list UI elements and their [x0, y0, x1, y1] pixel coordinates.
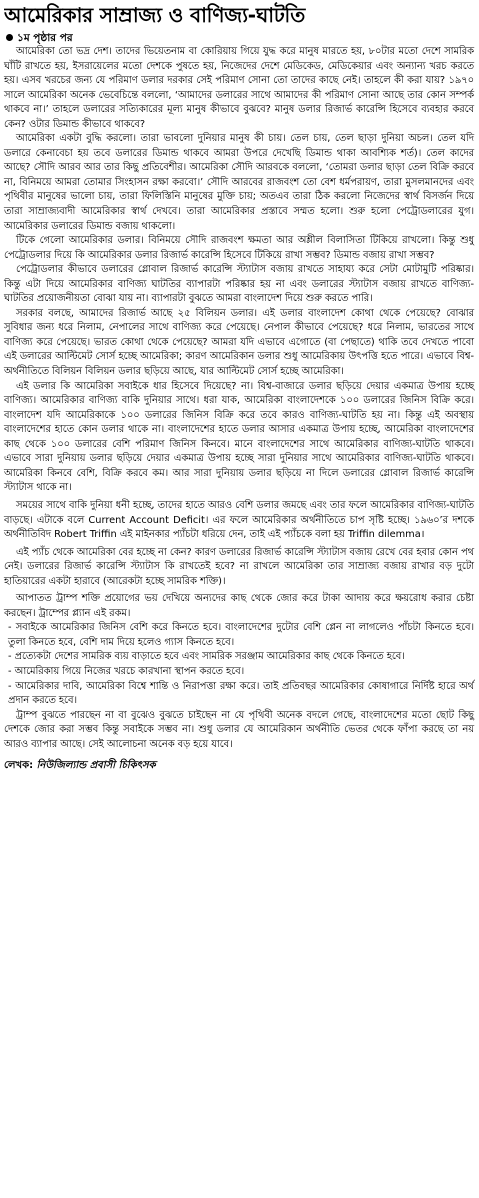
paragraph: টিকে গেলো আমেরিকার ডলার। বিনিময়ে সৌদি রাজবংশ ক্ষমতা আর অশ্লীল বিলাসিতা টিকিয়ে রাখলো। কিন্তু শুধু পেট্রোডলার দিয়ে কি আমেরিকার ডলার রিজার্ভ কারেন্সি হিসেবে টিকিয়ে রাখা সম্ভব? ডিমান্ড বজায় রাখা সম্ভব? — [4, 235, 474, 261]
byline-label: লেখক: — [4, 760, 34, 772]
paragraph: আপাতত ট্রাম্প শক্তি প্রয়োগের ভয় দেখিয়ে অন্যদের কাছ থেকে জোর করে টাকা আদায় করে ক্ষয়রোধ করার চেষ্টা করছেন। ট্রাম্পের প্ল্যান এই রকম। — [4, 593, 474, 619]
paragraph: পেট্রোডলার কীভাবে ডলারের গ্লোবাল রিজার্ভ কারেন্সি স্ট্যাটাস বজায় রাখতে সাহায্য করে সেটা মোটামুটি পরিষ্কার। কিন্তু এটা দিয়ে আমেরিকার বাণিজ্য ঘাটতির ব্যাপারটা পরিষ্কার হয় না এবং ডলারের স্ট্যাটাস বজায় রাখতে বাণিজ্য-ঘাটতির প্রয়োজনীয়তা বোঝা যায় না। ব্যাপারটা বুঝতে আমরা বাংলাদেশ দিয়ে শুরু করতে পারি। — [4, 264, 474, 305]
list-item: - আমেরিকায় গিয়ে নিজের খরচে কারখানা স্থাপন করতে হবে। — [8, 665, 245, 677]
continued-line — [4, 30, 474, 45]
list-item: - প্রত্যেকটা দেশের সামরিক ব্যয় বাড়াতে হবে এবং সামরিক সরঞ্জাম আমেরিকার কাছ থেকে কিনতে হবে। — [8, 651, 405, 663]
continued-from-label: ১ম পৃষ্ঠার পর — [17, 31, 73, 44]
paragraph: এই প্যাঁচ থেকে আমেরিকা বের হচ্ছে না কেন? কারণ ডলারের রিজার্ভ কারেন্সি স্ট্যাটাস বজায় রেখে বের হবার কোন পথ নেই। ডলারের রিজার্ভ কারেন্সি স্ট্যাটাস কি রাখতেই হবে? না রাখলে আমেরিকা তার সাম্রাজ্য বজায় রাখার বড় দুটো হাতিয়ারের একটা হারাবে (আরেকটা হচ্ছে সামরিক শক্তি)। — [4, 546, 474, 587]
list-item: - আমেরিকার দাবি, আমেরিকা বিশ্বে শান্তি ও নিরাপত্তা রক্ষা করে। তাই প্রতিবছর আমেরিকার কোষাগারে নির্দিষ্ট হারে অর্থ প্রদান করতে হবে। — [8, 680, 474, 707]
paragraph: আমেরিকা একটা বুদ্ধি করলো। তারা ভাবলো দুনিয়ার মানুষ কী চায়। তেল চায়, তেল ছাড়া দুনিয়া অচল। তেল যদি ডলারে কেনাবেচা হয় তবে ডলারের ডিমান্ড থাকবে আমরা উপরে দেখেছি ডিমান্ড থাকা আবশ্যিক শর্ত)। তেল কাদের আছে? সৌদি আরব আর তার কিছু প্রতিবেশীর। আমেরিকা সৌদি আরবকে বললো, ‘তোমরা ডলার ছাড়া তেল বিক্রি করবে না, বিনিময়ে আমরা তোমার সিংহাসন রক্ষা করবো।’ সৌদি আরবের রাজবংশ তো বেশ ধর্মপরায়ণ, তারা মুসলমানদের এবং পৃথিবীর মানুষের ভালো চায়, তারা ফিলিস্তিনি মানুষের মুক্তি চায়; অতএব তারা ঠিক করলো নিজেদের স্বার্থ বিসর্জন দিয়ে তারা সাম্রাজ্যবাদী আমেরিকার স্বার্থ দেখবে। তারা আমেরিকার প্রস্তাবে সম্মত হলো। শুরু হলো পেট্রোডলারের যুগ। আমেরিকার ডলারের ডিমান্ড বজায় থাকলো। — [4, 133, 474, 232]
list-item: - সবাইকে আমেরিকার জিনিস বেশি করে কিনতে হবে। বাংলাদেশের দুটোর বেশি প্লেন না লাগলেও পাঁচটা কিনতে হবে। তুলা কিনতে হবে, বেশি দাম দিয়ে হলেও গ্যাস কিনতে হবে। — [8, 622, 474, 648]
closing-paragraph: ট্রাম্প বুঝতে পারছেন না বা বুঝেও বুঝতে চাইছেন না যে পৃথিবী অনেক বদলে গেছে, বাংলাদেশের মতো ছোট কিছু দেশকে জোর করা সম্ভব কিন্তু সবাইকে সম্ভব না। শুধু ডলার যে আমেরিকান অর্থনীতি ভেতর থেকে ফাঁপা করছে তা নয় আরও ব্যাপার আছে। সেই আলোচনা অনেক বড় হয়ে যাবে। — [4, 709, 474, 750]
article-body — [4, 45, 474, 752]
article-headline: আমেরিকার সাম্রাজ্য ও বাণিজ্য-ঘাটতি — [4, 3, 306, 27]
byline-author: নিউজিল্যান্ড প্রবাসী চিকিৎসক — [36, 760, 156, 772]
byline — [4, 758, 474, 774]
paragraph: এই ডলার কি আমেরিকা সবাইকে ধার হিসেবে দিয়েছে? না। বিশ্ব-বাজারে ডলার ছড়িয়ে দেয়ার একমাত্র উপায় হচ্ছে বাণিজ্য। আমেরিকার বাণিজ্য বাকি দুনিয়ার সাথে। ধরা যাক, আমেরিকা বাংলাদেশকে ১০০ ডলারের জিনিস বিক্রি করে। বাংলাদেশ যদি আমেরিকাকে ১০০ ডলারের জিনিস বিক্রি করে তবে কারও বাণিজ্য-ঘাটতি হয় না। কিন্তু এই অবস্থায় বাংলাদেশের হাতে কোন ডলার থাকে না। বাংলাদেশের হাতে ডলার আসার একমাত্র উপায় হচ্ছে, আমেরিকা বাংলাদেশের কাছ থেকে ১০০ ডলারের বেশি পরিমাণ জিনিস কিনবে। মানে বাংলাদেশের সাথে আমেরিকার বাণিজ্য-ঘাটতি থাকবে। এভাবে সারা দুনিয়ায় ডলার ছড়িয়ে দেয়ার একমাত্র উপায় হচ্ছে সারা দুনিয়ার সাথে আমেরিকার বাণিজ্য-ঘাটতি থাকবে। আমেরিকা কিনবে বেশি, বিক্রি করবে কম। আর সারা দুনিয়ায় ডলার ছড়িয়ে না দিলে ডলারের গ্লোবাল রিজার্ভ কারেন্সি স্ট্যাটাস থাকে না। — [4, 380, 474, 494]
paragraph: সরকার বলছে, আমাদের রিজার্ভ আছে ২৫ বিলিয়ন ডলার। এই ডলার বাংলাদেশ কোথা থেকে পেয়েছে? বোঝার সুবিধার জন্য ধরে নিলাম, নেপালের সাথে বাণিজ্য করে পেয়েছে। নেপাল কীভাবে পেয়েছে? ধরে নিলাম, ভারতের সাথে বাণিজ্য করে পেয়েছে। ভারত কোথা থেকে পেয়েছে? আমরা যদি এভাবে এগোতে (বা পেছাতে) থাকি তবে দেখতে পাবো এই ডলারের আল্টিমেট সোর্স হচ্ছে আমেরিকা; কারণ আমেরিকান ডলার শুধু আমেরিকায় উৎপত্তি হতে পারে। এভাবে বিশ্ব-অর্থনীতিতে বিলিয়ন বিলিয়ন ডলার ছড়িয়ে আছে, যার আল্টিমেট সোর্স হচ্ছে আমেরিকা। — [4, 307, 474, 378]
bullet-dot-icon — [6, 34, 13, 41]
paragraph: আমেরিকা তো ভদ্র দেশ। তাদের ভিয়েতনাম বা কোরিয়ায় গিয়ে যুদ্ধ করে মানুষ মারতে হয়, ৮০টার মতো দেশে সামরিক ঘাঁটি রাখতে হয়, ইসরায়েলের মতো দেশকে পুষতে হয়, নিজেদের দেশে মেডিকেড, মেডিকেয়ার এবং অন্যান্য খরচ করতে হয়। এসব খরচের জন্য যে পরিমাণ ডলার দরকার সেই পরিমাণ সোনা তো তাদের কাছে নেই। তাহলে কী করা যায়? ১৯৭০ সালে আমেরিকা অনেক ভেবেচিন্তে বললো, ‘আমাদের ডলারের সাথে আমাদের কী পরিমাণ সোনা আছে তার কোন সম্পর্ক থাকবে না।’ তাহলে ডলারের সত্যিকারের মূল্য মানুষ কীভাবে বুঝবে? মানুষ ডলার রিজার্ভ কারেন্সি হিসেবে ব্যবহার করবে কেন? ওটার ডিমান্ড কীভাবে থাকবে? — [4, 46, 474, 130]
paragraph: সময়ের সাথে বাকি দুনিয়া ধনী হচ্ছে, তাদের হাতে আরও বেশি ডলার জমছে এবং তার ফলে আমেরিকার বাণিজ্য-ঘাটতি বাড়ছে। এটাকে বলে Current Account Deficit। এর ফলে আমেরিকার অর্থনীতিতে চাপ সৃষ্টি হচ্ছে। ১৯৬০’র দশকে অর্থনীতিবিদ Robert Triffin এই মাইনকার প্যাঁচটা ধরিয়ে দেন, তাই এই প্যাঁচকে বলা হয় Triffin dilemma। — [4, 499, 474, 541]
